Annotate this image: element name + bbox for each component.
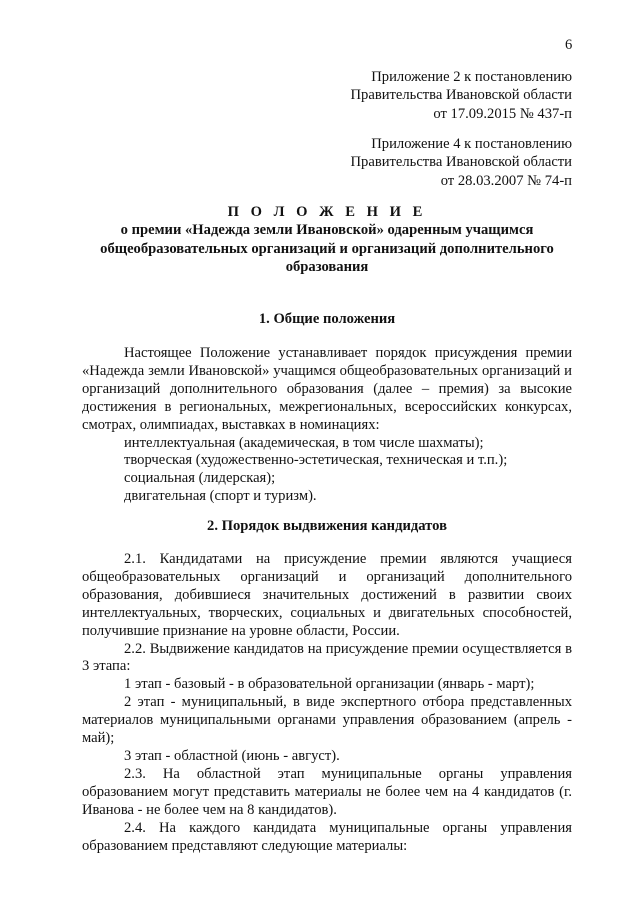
appendix-reference-2 — [300, 135, 572, 190]
appendix-line: Правительства Ивановской области — [350, 87, 572, 104]
nomination-item: двигательная (спорт и туризм). — [124, 488, 317, 505]
paragraph-2-2: 2.2. Выдвижение кандидатов на присуждение премии осуществляется в 3 этапа: — [82, 640, 572, 675]
stage-item: 1 этап - базовый - в образовательной организации (январь - март); — [124, 676, 535, 693]
section-1-heading: 1. Общие положения — [258, 311, 396, 327]
nomination-item: социальная (лидерская); — [124, 470, 276, 487]
appendix-line: Приложение 2 к постановлению — [371, 69, 572, 85]
appendix-line: от 17.09.2015 № 437-п — [433, 105, 572, 122]
section-1-body — [82, 345, 572, 506]
nomination-item: творческая (художественно-эстетическая, техническая и т.п.); — [124, 452, 508, 469]
title-main: П О Л О Ж Е Н И Е — [227, 204, 427, 220]
section-2-body — [82, 551, 572, 855]
section-1-intro: Настоящее Положение устанавливает порядок присуждения премии «Надежда земли Ивановской» учащимся общеобразовательных организаций и организаций дополнительного образования (далее – премия) за высокие достижения в региональных, межрегиональных, всероссийских конкурсах, смотрах, олимпиадах, выставках в номинациях: — [82, 345, 572, 433]
nomination-item: интеллектуальная (академическая, в том числе шахматы); — [124, 434, 484, 451]
section-2-heading: 2. Порядок выдвижения кандидатов — [207, 518, 447, 534]
appendix-line: от 28.03.2007 № 74-п — [440, 172, 572, 189]
stage-item: 2 этап - муниципальный, в виде экспертного отбора представленных материалов муниципальными органами управления образованием (апрель - май); — [82, 694, 572, 747]
appendix-reference-1 — [300, 68, 572, 123]
paragraph-2-4: 2.4. На каждого кандидата муниципальные органы управления образованием представляют следующие материалы: — [82, 819, 572, 854]
title-line: о премии «Надежда земли Ивановской» одаренным учащимся — [120, 222, 534, 239]
stage-item: 3 этап - областной (июнь - август). — [124, 747, 340, 764]
title-line: образования — [285, 259, 369, 276]
appendix-line: Приложение 4 к постановлению — [371, 136, 572, 152]
appendix-line: Правительства Ивановской области — [350, 154, 572, 171]
page-number: 6 — [565, 37, 573, 53]
paragraph-2-3: 2.3. На областной этап муниципальные органы управления образованием могут представить материалы не более чем на 4 кандидатов (г. Иванова - не более чем на 8 кандидатов). — [82, 765, 572, 818]
document-title — [82, 203, 572, 277]
paragraph-2-1: 2.1. Кандидатами на присуждение премии являются учащиеся общеобразовательных организаций и организаций дополнительного образования, добившиеся значительных достижений в развитии своих интеллектуальных, творческих, социальных и двигательных способностей, получившие признание на уровне области, России. — [82, 551, 572, 639]
title-line: общеобразовательных организаций и организаций дополнительного — [100, 240, 554, 257]
